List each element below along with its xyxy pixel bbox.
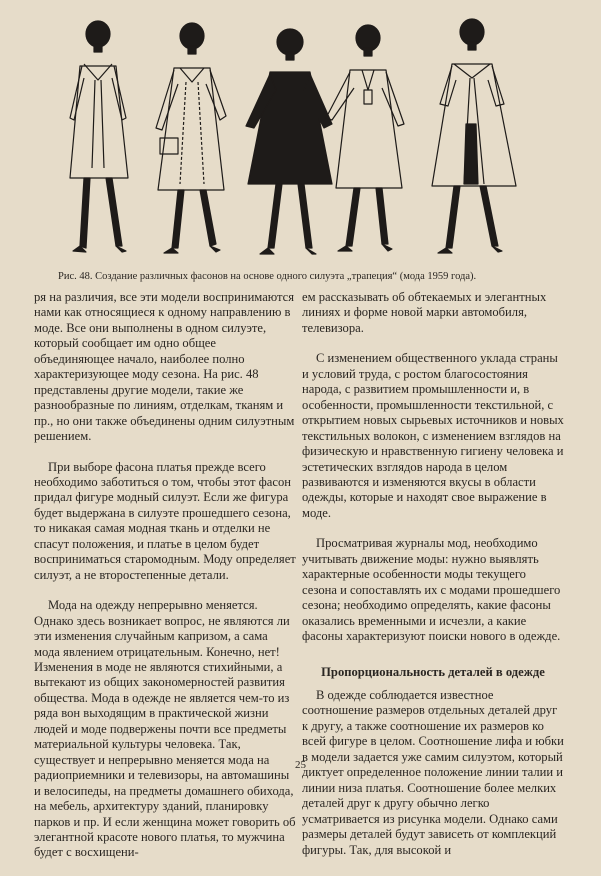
section-heading: Пропорциональность деталей в одежде bbox=[321, 664, 545, 679]
dress-figure-4 bbox=[326, 25, 404, 251]
left-paragraph-1: ря на различия, все эти модели воспринимаются нами как относящиеся к одному направлению в моде. Все они выполнены в одном силуэте, который сообщает им одно общее объединяющее начало, наиболее полно характеризующее моду сезона. На рис. 48 представлены другие модели, такие же разнообразные по линиям, отделкам, тканям и пр., но они также объединены одним силуэтным решением. bbox=[34, 290, 295, 444]
left-paragraph-3: Мода на одежду непрерывно меняется. Однако здесь возникает вопрос, не являются ли эти изменения случайным капризом, а сама мода явлением отрицательным. Конечно, нет! Изменения в моде не являются стихийными, а вытекают из общих закономерностей развития общества. Мода в одежде не является чем-то из ряда вон выходящим в практической жизни людей и моде подвержены почти все предметы материальной культуры человека. Так, существует и непрерывно меняется мода на радиоприемники и телевизоры, на автомашины и велосипеды, на предметы домашнего обихода, на мебель, архитектуру зданий, планировку парков и пр. И если женщина может говорить об элегантной красоте нового платья, то мужчина будет с восхищени- bbox=[34, 598, 296, 860]
dress-figure-1 bbox=[70, 21, 128, 252]
page-number: 25 bbox=[295, 759, 306, 771]
dress-figure-5 bbox=[432, 19, 516, 253]
figure-caption: Рис. 48. Создание различных фасонов на основе одного силуэта „трапеция“ (мода 1959 года). bbox=[58, 271, 477, 282]
right-column bbox=[302, 290, 564, 873]
section-paragraph: В одежде соблюдается известное соотношение размеров отдельных деталей друг к другу, а также соотношение их размеров ко всей фигуре в целом. Соотношение лифа и юбки в модели задается уже самим силуэтом, который диктует определенное положение линии талии и линии низа платья. Соотношение более мелких деталей друг к другу обычно легко усматривается из рисунка модели. Однако сами размеры деталей будут зависеть от комплекций фигуры. Так, для высокой и bbox=[302, 687, 564, 857]
left-column bbox=[34, 290, 296, 876]
right-paragraph-3: Просматривая журналы мод, необходимо учитывать движение моды: нужно выявлять характерные особенности моды текущего сезона и сопоставлять их с модами прошедшего сезона; необходимо определять, какие фасоны оказались временными и исчезли, а какие фасоны характеризуют поиски нового в одежде. bbox=[302, 536, 561, 644]
dress-figure-3 bbox=[246, 29, 332, 254]
dress-figure-2 bbox=[156, 23, 226, 253]
figure-illustration bbox=[40, 8, 570, 263]
right-paragraph-1: ем рассказывать об обтекаемых и элегантных линиях и форме новой марки автомобиля, телевизора. bbox=[302, 290, 547, 335]
trapeze-dresses-illustration bbox=[40, 8, 570, 263]
right-paragraph-2: С изменением общественного уклада страны и условий труда, с ростом благосостояния народа, с развитием промышленности и, в особенности, промышленности текстильной, с открытием новых сырьевых источников и новых текстильных волокон, с изменением взглядов на физическую и нравственную гигиену человека и эстетических взглядов народа в целом развиваются и изменяются вкусы в области одежды, которые и находят свое выражение в моде. bbox=[302, 351, 564, 520]
left-paragraph-2: При выборе фасона платья прежде всего необходимо заботиться о том, чтобы этот фасон придал фигуре модный силуэт. Если же фигура будет выдержана в силуэте прошедшего сезона, то никакая самая модная ткань и отделки не спасут положения, и платье в целом будет восприниматься старомодным. Моду определяет силуэт, а не второстепенные детали. bbox=[34, 459, 296, 582]
